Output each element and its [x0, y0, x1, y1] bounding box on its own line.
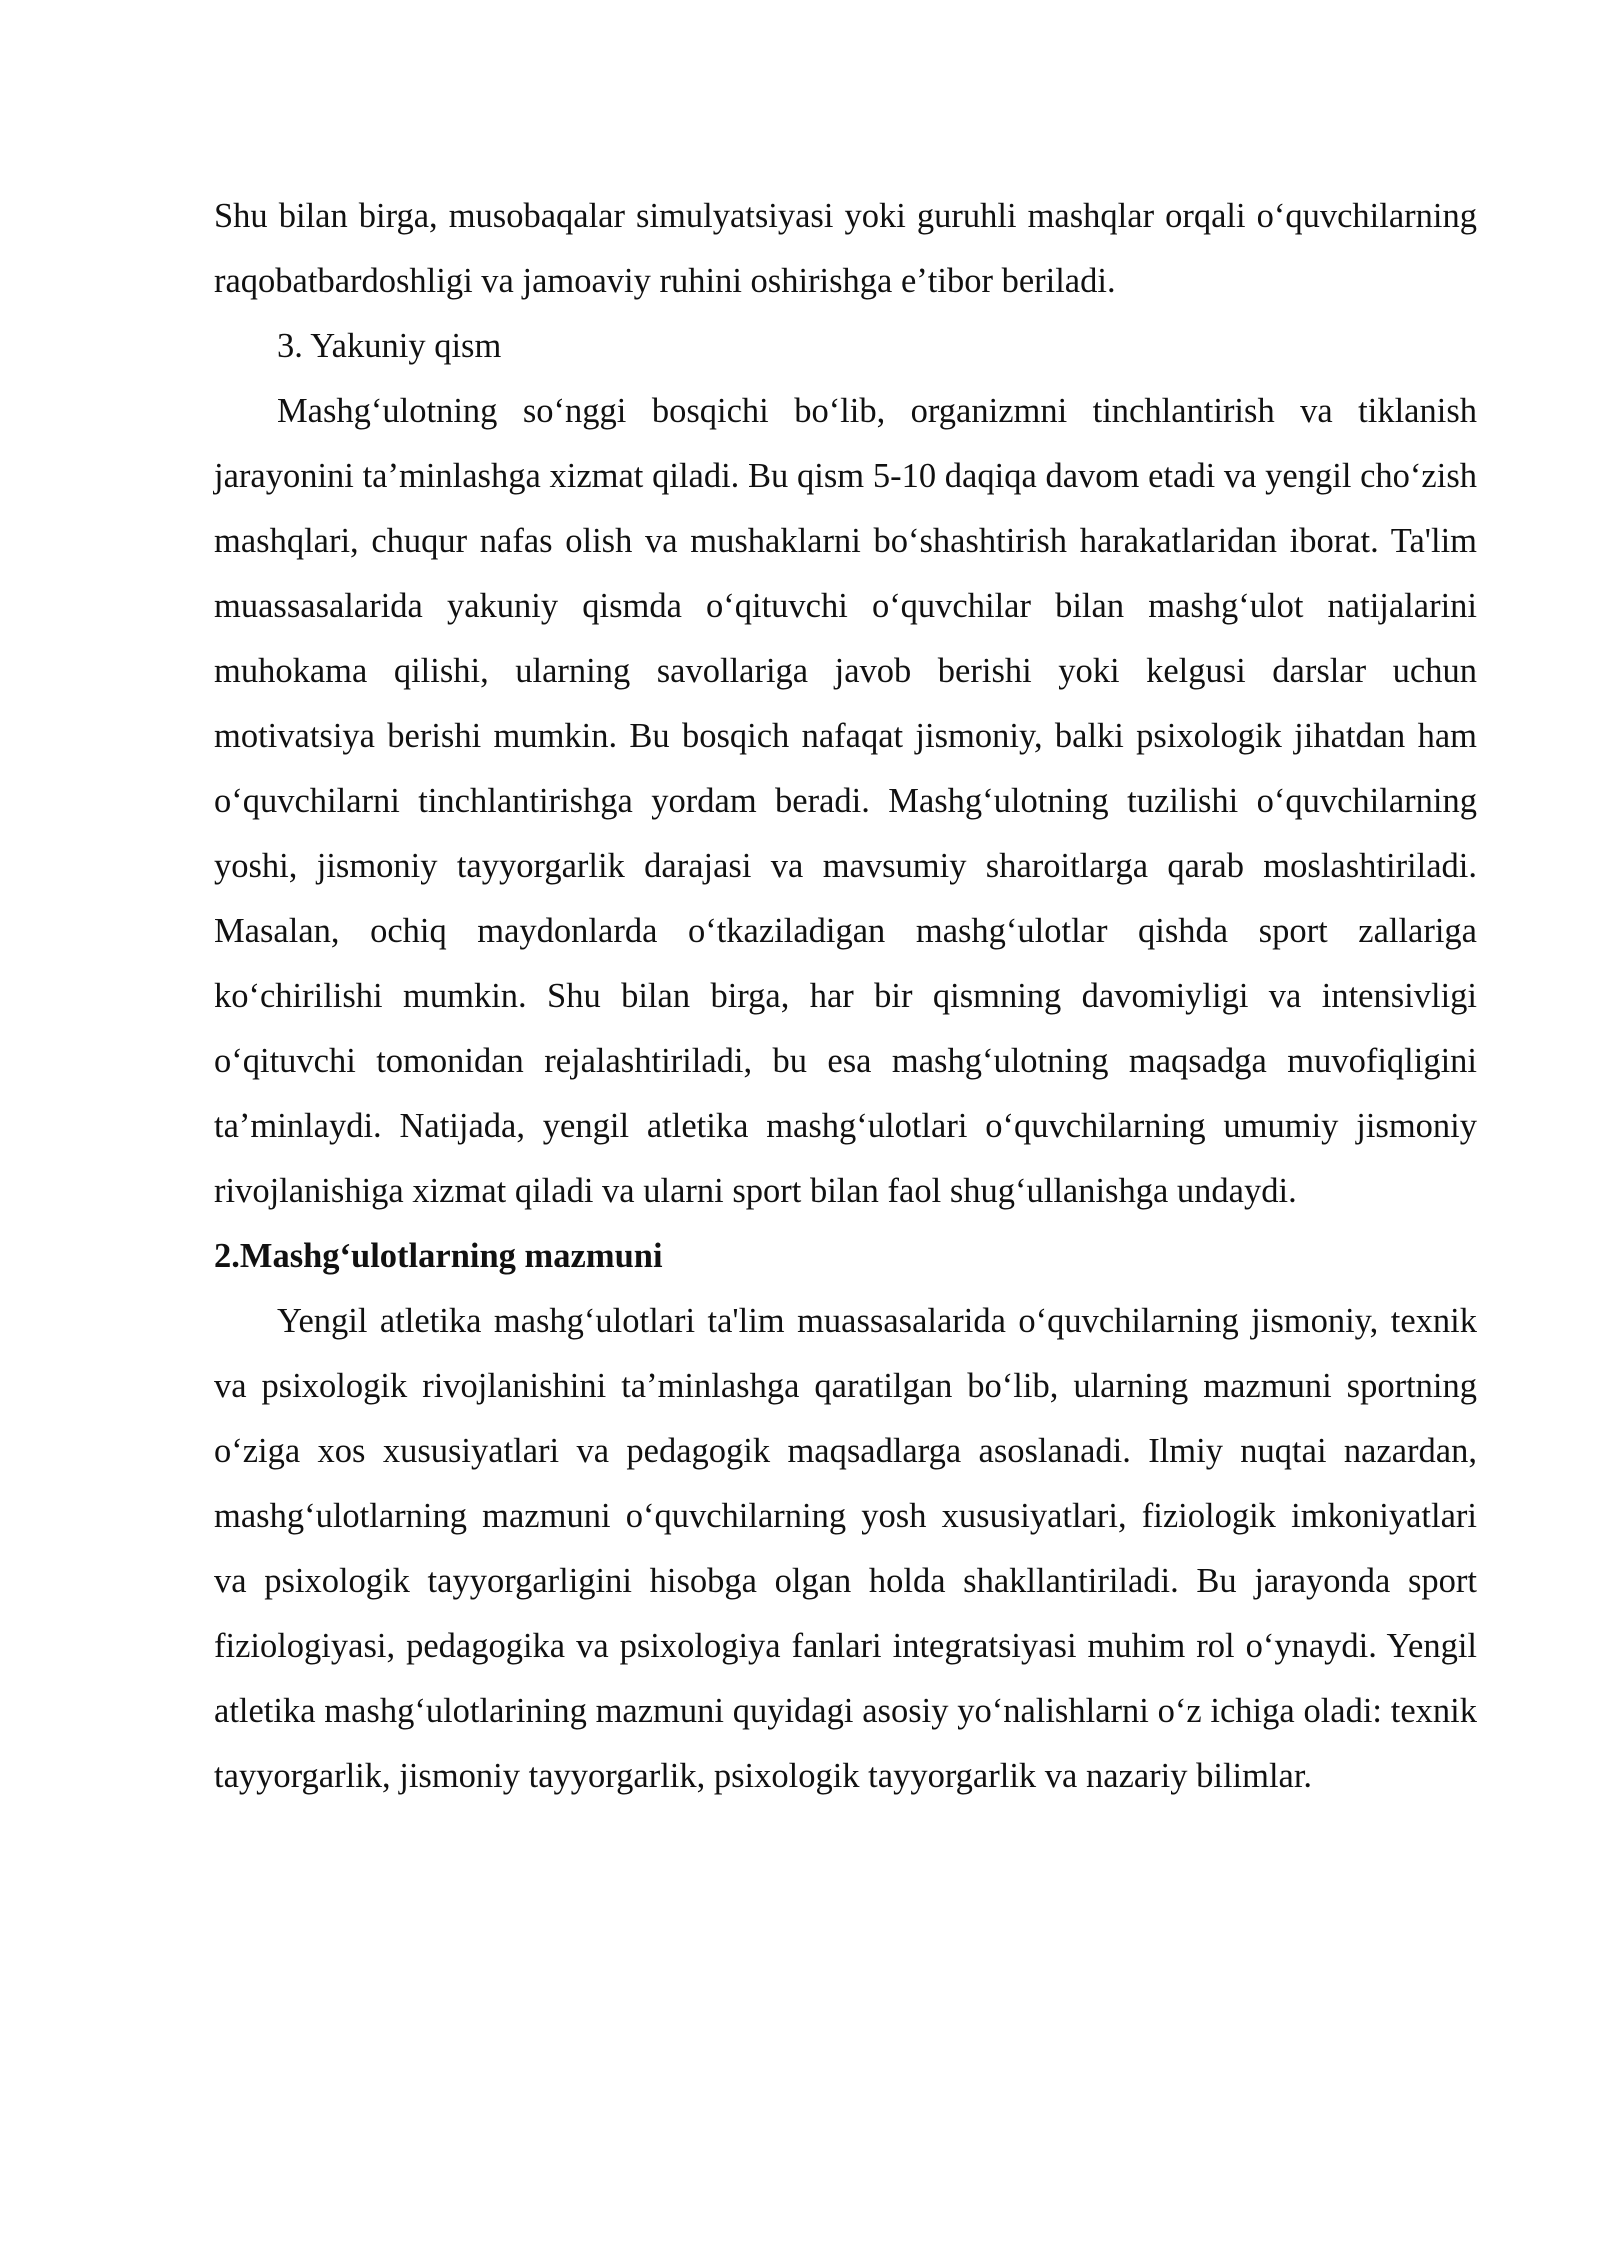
paragraph-final-part: Mashgʻulotning soʻnggi bosqichi boʻlib, organizmni tinchlantirish va tiklanish jarayonini taʼminlashga xizmat qiladi. Bu qism 5-10 daqiqa davom etadi va yengil choʻzish mashqlari, chuqur nafas olish va mushaklarni boʻshashtirish harakatlaridan iborat. Ta'lim muassasalarida yakuniy qismda oʻqituvchi oʻquvchilar bilan mashgʻulot natijalarini muhokama qilishi, ularning savollariga javob berishi yoki kelgusi darslar uchun motivatsiya berishi mumkin. Bu bosqich nafaqat jismoniy, balki psixologik jihatdan ham oʻquvchilarni tinchlantirishga yordam beradi. Mashgʻulotning tuzilishi oʻquvchilarning yoshi, jismoniy tayyorgarlik darajasi va mavsumiy sharoitlarga qarab moslashtiriladi. Masalan, ochiq maydonlarda oʻtkaziladigan mashgʻulotlar qishda sport zallariga koʻchirilishi mumkin. Shu bilan birga, har bir qismning davomiyligi va intensivligi oʻqituvchi tomonidan rejalashtiriladi, bu esa mashgʻulotning maqsadga muvofiqligini taʼminlaydi. Natijada, yengil atletika mashgʻulotlari oʻquvchilarning umumiy jismoniy rivojlanishiga xizmat qiladi va ularni sport bilan faol shugʻullanishga undaydi.	[214, 392, 1477, 1210]
document-page	[214, 184, 1477, 1809]
section-subtitle: 3. Yakuniy qism	[277, 327, 502, 365]
paragraph-content: Yengil atletika mashgʻulotlari ta'lim muassasalarida oʻquvchilarning jismoniy, texnik va psixologik rivojlanishini taʼminlashga qaratilgan boʻlib, ularning mazmuni sportning oʻziga xos xususiyatlari va pedagogik maqsadlarga asoslanadi. Ilmiy nuqtai nazardan, mashgʻulotlarning mazmuni oʻquvchilarning yosh xususiyatlari, fiziologik imkoniyatlari va psixologik tayyorgarligini hisobga olgan holda shakllantiriladi. Bu jarayonda sport fiziologiyasi, pedagogika va psixologiya fanlari integratsiyasi muhim rol oʻynaydi. Yengil atletika mashgʻulotlarining mazmuni quyidagi asosiy yoʻnalishlarni oʻz ichiga oladi: texnik tayyorgarlik, jismoniy tayyorgarlik, psixologik tayyorgarlik va nazariy bilimlar.	[214, 1302, 1477, 1795]
section-heading: 2.Mashgʻulotlarning mazmuni	[214, 1237, 663, 1275]
paragraph-intro: Shu bilan birga, musobaqalar simulyatsiyasi yoki guruhli mashqlar orqali oʻquvchilarning raqobatbardoshligi va jamoaviy ruhini oshirishga eʼtibor beriladi.	[214, 197, 1477, 300]
